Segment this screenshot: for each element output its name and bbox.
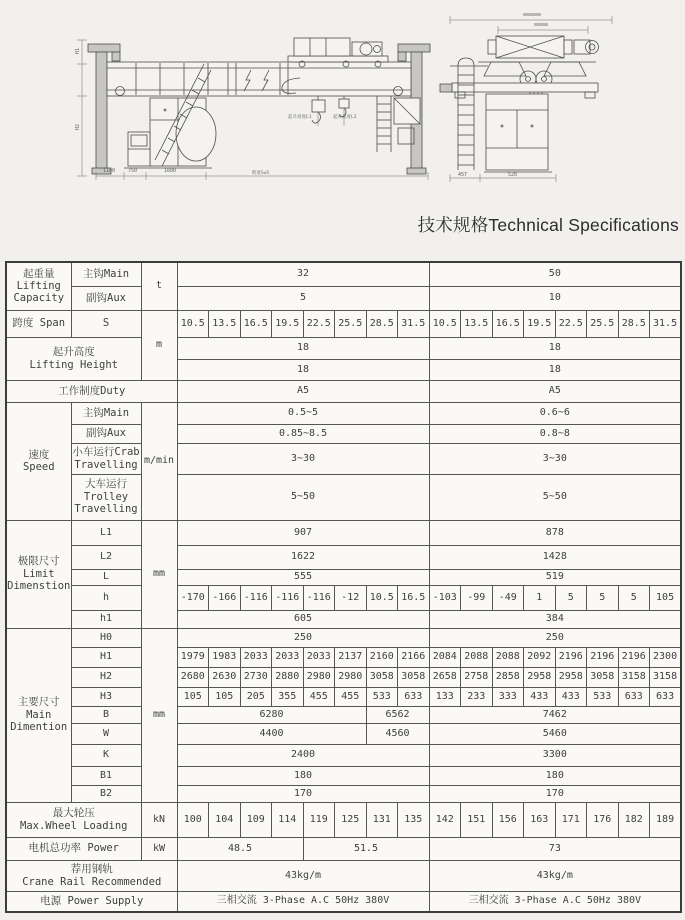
dim-label-750: 750: [128, 168, 138, 174]
spec-value-cell: 100: [177, 802, 209, 837]
spec-value-cell: 2730: [240, 667, 272, 687]
spec-value-cell: 2033: [303, 647, 335, 667]
unit-cell: mm: [141, 628, 177, 802]
row-label: h: [71, 585, 141, 610]
spec-value-cell: 43kg/m: [429, 860, 681, 891]
main-girder: [107, 62, 411, 96]
row-label: h1: [71, 610, 141, 628]
row-label: H3: [71, 687, 141, 706]
row-main-h1: [6, 647, 681, 667]
spec-value-cell: 189: [650, 802, 682, 837]
spec-value-cell: 25.5: [335, 310, 367, 337]
row-main-b1: [6, 766, 681, 785]
spec-value-cell: 250: [177, 628, 429, 647]
spec-value-cell: 3~30: [429, 443, 681, 474]
spec-value-cell: 3058: [366, 667, 398, 687]
crane-side-view: [75, 38, 430, 180]
spec-value-cell: 18: [177, 337, 429, 359]
dim-label-520: 520: [508, 172, 518, 178]
crane-technical-drawing: [0, 0, 685, 215]
row-main-b2: [6, 785, 681, 802]
dim-label-1600: 1600: [164, 168, 177, 174]
spec-value-cell: 2160: [366, 647, 398, 667]
spec-value-cell: 2630: [209, 667, 241, 687]
spec-value-cell: 0.8~8: [429, 424, 681, 443]
spec-value-cell: 2958: [555, 667, 587, 687]
power-supply-label: 电源 Power Supply: [6, 891, 177, 912]
lifting-height-label: 起升高度 Lifting Height: [6, 337, 141, 380]
dim-label-1100: 1100: [103, 168, 116, 174]
spec-value-cell: 2137: [335, 647, 367, 667]
spec-value-cell: 0.85~8.5: [177, 424, 429, 443]
row-label: 副钩Aux: [71, 286, 141, 310]
unit-cell: mm: [141, 520, 177, 628]
row-main-w: [6, 723, 681, 744]
spec-value-cell: 2958: [524, 667, 556, 687]
spec-value-cell: 1979: [177, 647, 209, 667]
girder-ladder: [377, 96, 391, 152]
spec-value-cell: -116: [303, 585, 335, 610]
spec-value-cell: 878: [429, 520, 681, 545]
left-runway-bracket: [88, 44, 120, 52]
spec-value-cell: 2088: [492, 647, 524, 667]
spec-value-cell: 18: [429, 337, 681, 359]
spec-value-cell: 6280: [177, 706, 366, 723]
wheel-loading-label: 最大轮压 Max.Wheel Loading: [6, 802, 141, 837]
row-label: H0: [71, 628, 141, 647]
spec-value-cell: 2858: [492, 667, 524, 687]
row-wheel-loading: [6, 802, 681, 837]
right-runway-bracket: [398, 44, 430, 52]
spec-value-cell: 3158: [650, 667, 682, 687]
spec-value-cell: 114: [272, 802, 304, 837]
spec-value-cell: 2033: [240, 647, 272, 667]
spec-value-cell: 105: [209, 687, 241, 706]
row-limit-l: [6, 569, 681, 585]
spec-value-cell: 13.5: [209, 310, 241, 337]
row-label: L2: [71, 545, 141, 569]
row-motor-power: [6, 837, 681, 860]
row-label: B1: [71, 766, 141, 785]
spec-value-cell: 0.5~5: [177, 402, 429, 424]
spec-value-cell: -170: [177, 585, 209, 610]
spec-value-cell: 142: [429, 802, 461, 837]
spec-value-cell: 25.5: [587, 310, 619, 337]
spec-value-cell: 19.5: [524, 310, 556, 337]
row-duty: [6, 380, 681, 402]
limit-group-label: 极限尺寸 Limit Dimenstion: [6, 520, 71, 628]
dim-label-h2: H2: [75, 123, 81, 130]
unit-cell: kW: [141, 837, 177, 860]
spec-value-cell: 2400: [177, 744, 429, 766]
spec-value-cell: 2084: [429, 647, 461, 667]
spec-value-cell: 131: [366, 802, 398, 837]
spec-value-cell: 533: [366, 687, 398, 706]
row-label: H2: [71, 667, 141, 687]
spec-value-cell: 50: [429, 262, 681, 286]
spec-value-cell: 355: [272, 687, 304, 706]
spec-value-cell: -103: [429, 585, 461, 610]
spec-value-cell: 1983: [209, 647, 241, 667]
spec-value-cell: -49: [492, 585, 524, 610]
spec-value-cell: 3~30: [177, 443, 429, 474]
spec-value-cell: 180: [177, 766, 429, 785]
spec-value-cell: 16.5: [492, 310, 524, 337]
dim-label-h1: H1: [75, 47, 81, 54]
spec-value-cell: 605: [177, 610, 429, 628]
spec-value-cell: 5: [177, 286, 429, 310]
spec-value-cell: 5: [555, 585, 587, 610]
row-main-k: [6, 744, 681, 766]
spec-value-cell: 633: [398, 687, 430, 706]
dim-label-457: 457: [458, 172, 468, 178]
spec-value-cell: 10.5: [366, 585, 398, 610]
row-label: L: [71, 569, 141, 585]
spec-value-cell: 205: [240, 687, 272, 706]
spec-value-cell: 2196: [555, 647, 587, 667]
spec-value-cell: 170: [429, 785, 681, 802]
spec-value-cell: 135: [398, 802, 430, 837]
main-dim-group-label: 主要尺寸 Main Dimention: [6, 628, 71, 802]
row-label: 小车运行Crab Travelling: [71, 443, 141, 474]
row-capacity-aux: [6, 286, 681, 310]
spec-value-cell: 2092: [524, 647, 556, 667]
spec-value-cell: 0.6~6: [429, 402, 681, 424]
hoist-drum-assembly: [488, 36, 599, 58]
spec-value-cell: 156: [492, 802, 524, 837]
row-label: L1: [71, 520, 141, 545]
spec-value-cell: 163: [524, 802, 556, 837]
spec-value-cell: 2033: [272, 647, 304, 667]
spec-value-cell: 433: [524, 687, 556, 706]
spec-value-cell: 6562: [366, 706, 429, 723]
spec-value-cell: 三相交流 3-Phase A.C 50Hz 380V: [177, 891, 429, 912]
spec-value-cell: 16.5: [240, 310, 272, 337]
spec-value-cell: 10.5: [429, 310, 461, 337]
spec-value-cell: 2300: [650, 647, 682, 667]
row-capacity-main: [6, 262, 681, 286]
spec-value-cell: 519: [429, 569, 681, 585]
speed-group-label: 速度 Speed: [6, 402, 71, 520]
row-label: W: [71, 723, 141, 744]
row-limit-h1: [6, 610, 681, 628]
row-label: 大车运行 Trolley Travelling: [71, 474, 141, 520]
row-label: B: [71, 706, 141, 723]
capacity-group-label: 起重量 Lifting Capacity: [6, 262, 71, 310]
spec-value-cell: 907: [177, 520, 429, 545]
spec-value-cell: 2196: [587, 647, 619, 667]
spec-value-cell: 109: [240, 802, 272, 837]
spec-value-cell: 4560: [366, 723, 429, 744]
spec-value-cell: -116: [240, 585, 272, 610]
spec-value-cell: 2758: [461, 667, 493, 687]
spec-value-cell: 10: [429, 286, 681, 310]
spec-value-cell: 48.5: [177, 837, 303, 860]
spec-value-cell: 250: [429, 628, 681, 647]
row-label: 主钩Main: [71, 262, 141, 286]
spec-value-cell: 5460: [429, 723, 681, 744]
spec-value-cell: 43kg/m: [177, 860, 429, 891]
spec-value-cell: 633: [618, 687, 650, 706]
spec-value-cell: -166: [209, 585, 241, 610]
row-power-supply: [6, 891, 681, 912]
row-crane-rail: [6, 860, 681, 891]
spec-value-cell: 176: [587, 802, 619, 837]
spec-value-cell: 125: [335, 802, 367, 837]
spec-value-cell: 28.5: [366, 310, 398, 337]
spec-value-cell: 5: [618, 585, 650, 610]
spec-value-cell: 22.5: [303, 310, 335, 337]
spec-value-cell: 3158: [618, 667, 650, 687]
spec-value-cell: A5: [177, 380, 429, 402]
spec-value-cell: 533: [587, 687, 619, 706]
spec-value-cell: 16.5: [398, 585, 430, 610]
spec-value-cell: -12: [335, 585, 367, 610]
spec-value-cell: 433: [555, 687, 587, 706]
access-ladder: [458, 58, 474, 170]
spec-value-cell: 3058: [398, 667, 430, 687]
unit-cell: m: [141, 310, 177, 380]
row-label: K: [71, 744, 141, 766]
page-title: 技术规格Technical Specifications: [417, 215, 679, 235]
spec-value-cell: 633: [650, 687, 682, 706]
spec-value-cell: 2880: [272, 667, 304, 687]
unit-cell: t: [141, 262, 177, 310]
spec-value-cell: 28.5: [618, 310, 650, 337]
span-symbol: S: [71, 310, 141, 337]
spec-value-cell: 180: [429, 766, 681, 785]
spec-value-cell: 3058: [587, 667, 619, 687]
spec-value-cell: -116: [272, 585, 304, 610]
row-limit-l2: [6, 545, 681, 569]
spec-value-cell: 133: [429, 687, 461, 706]
spec-value-cell: 104: [209, 802, 241, 837]
spec-value-cell: 32: [177, 262, 429, 286]
spec-value-cell: 5~50: [429, 474, 681, 520]
spec-value-cell: 1428: [429, 545, 681, 569]
row-main-h2: [6, 667, 681, 687]
spec-value-cell: 1: [524, 585, 556, 610]
row-limit-l1: [6, 520, 681, 545]
spec-value-cell: 13.5: [461, 310, 493, 337]
spec-value-cell: 455: [335, 687, 367, 706]
spec-value-cell: 171: [555, 802, 587, 837]
main-hook: [312, 96, 325, 123]
spec-value-cell: 5: [587, 585, 619, 610]
technical-specifications-table: [5, 261, 682, 913]
spec-value-cell: 3300: [429, 744, 681, 766]
row-main-h0: [6, 628, 681, 647]
dim-label-span: 跨度S±5: [252, 171, 270, 176]
spec-value-cell: 105: [177, 687, 209, 706]
crane-rail-label: 荐用钢轨 Crane Rail Recommended: [6, 860, 177, 891]
spec-value-cell: 2980: [335, 667, 367, 687]
spec-value-cell: 151: [461, 802, 493, 837]
spec-value-cell: 22.5: [555, 310, 587, 337]
spec-value-cell: 18: [429, 359, 681, 380]
spec-value-cell: 2680: [177, 667, 209, 687]
row-lifting-height-main: [6, 337, 681, 359]
spec-value-cell: 105: [650, 585, 682, 610]
cab-end-view: [484, 94, 552, 172]
row-limit-h: [6, 585, 681, 610]
spec-value-cell: 384: [429, 610, 681, 628]
dim-label-hoist-l1: 起升高度L1: [288, 115, 312, 120]
row-speed-crab: [6, 443, 681, 474]
spec-value-cell: 19.5: [272, 310, 304, 337]
motor-power-label: 电机总功率 Power: [6, 837, 141, 860]
spec-value-cell: 31.5: [398, 310, 430, 337]
spec-value-cell: 7462: [429, 706, 681, 723]
row-main-h3: [6, 687, 681, 706]
spec-value-cell: 18: [177, 359, 429, 380]
row-main-b: [6, 706, 681, 723]
row-label: 主钩Main: [71, 402, 141, 424]
spec-value-cell: 2166: [398, 647, 430, 667]
row-speed-trolley: [6, 474, 681, 520]
spec-value-cell: 三相交流 3-Phase A.C 50Hz 380V: [429, 891, 681, 912]
crane-end-view: [440, 13, 612, 182]
spec-value-cell: 2088: [461, 647, 493, 667]
spec-value-cell: 5~50: [177, 474, 429, 520]
dim-label-hoist-l2: 起升高度L2: [333, 115, 357, 120]
spec-value-cell: 455: [303, 687, 335, 706]
electrical-cabinet: [128, 132, 150, 166]
spec-value-cell: 333: [492, 687, 524, 706]
spec-value-cell: 10.5: [177, 310, 209, 337]
spec-value-cell: 170: [177, 785, 429, 802]
row-speed-aux: [6, 424, 681, 443]
spec-value-cell: 555: [177, 569, 429, 585]
spec-value-cell: 31.5: [650, 310, 682, 337]
left-runway-column: [96, 52, 107, 170]
row-speed-main: [6, 402, 681, 424]
spec-value-cell: 4400: [177, 723, 366, 744]
spec-value-cell: 119: [303, 802, 335, 837]
row-label: H1: [71, 647, 141, 667]
spec-value-cell: 73: [429, 837, 681, 860]
unit-cell: m/min: [141, 402, 177, 520]
spec-value-cell: 2196: [618, 647, 650, 667]
row-label: B2: [71, 785, 141, 802]
unit-cell: kN: [141, 802, 177, 837]
wheel-guard: [484, 62, 526, 76]
row-label: 副钩Aux: [71, 424, 141, 443]
spec-value-cell: 182: [618, 802, 650, 837]
row-span: [6, 310, 681, 337]
spec-value-cell: 2658: [429, 667, 461, 687]
span-label: 跨度 Span: [6, 310, 71, 337]
spec-value-cell: 51.5: [303, 837, 429, 860]
spec-value-cell: 2980: [303, 667, 335, 687]
spec-value-cell: 1622: [177, 545, 429, 569]
spec-value-cell: -99: [461, 585, 493, 610]
spec-value-cell: A5: [429, 380, 681, 402]
spec-value-cell: 233: [461, 687, 493, 706]
duty-label: 工作制度Duty: [6, 380, 177, 402]
